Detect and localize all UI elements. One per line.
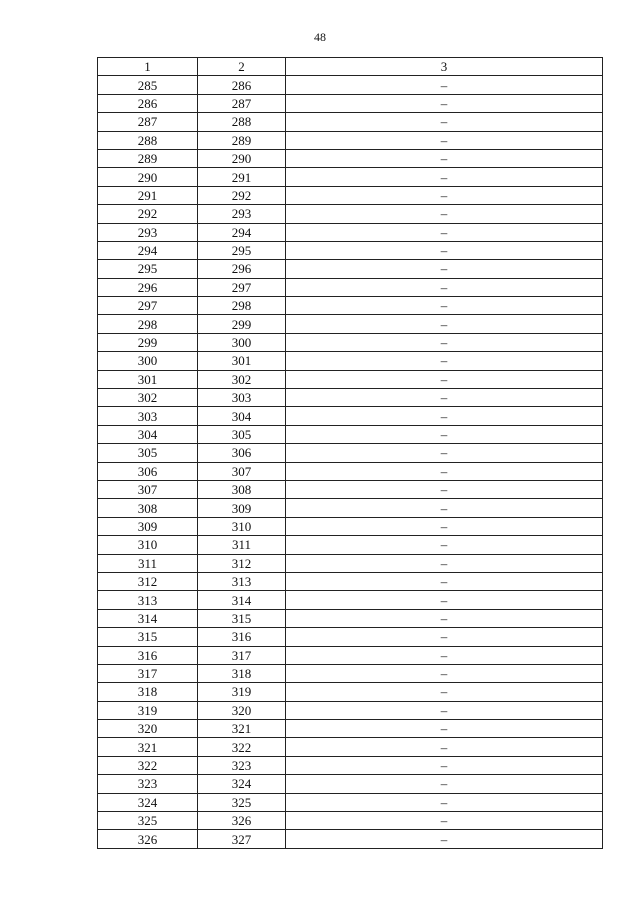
table-cell-col1: 308 (98, 499, 198, 517)
table-cell-col2: 298 (198, 297, 286, 315)
table-row (98, 701, 603, 719)
table-cell-col3: – (286, 76, 603, 94)
table-row (98, 315, 603, 333)
table-row (98, 628, 603, 646)
table-cell-col2: 310 (198, 517, 286, 535)
table-cell-col3: – (286, 812, 603, 830)
table-cell-col1: 289 (98, 149, 198, 167)
table-cell-col3: – (286, 315, 603, 333)
table-cell-col3: – (286, 389, 603, 407)
table-cell-col1: 295 (98, 260, 198, 278)
table-cell-col3: – (286, 149, 603, 167)
table-row (98, 444, 603, 462)
table-cell-col2: 324 (198, 775, 286, 793)
table-cell-col1: 310 (98, 536, 198, 554)
table-cell-col1: 299 (98, 333, 198, 351)
table-row (98, 738, 603, 756)
table-row (98, 131, 603, 149)
table-cell-col3: – (286, 775, 603, 793)
table-cell-col2: 323 (198, 756, 286, 774)
table-cell-col2: 307 (198, 462, 286, 480)
table-row (98, 462, 603, 480)
table-cell-col3: – (286, 554, 603, 572)
table-cell-col2: 292 (198, 186, 286, 204)
table-cell-col2: 300 (198, 333, 286, 351)
table-cell-col3: – (286, 517, 603, 535)
header-row (98, 58, 603, 76)
table-cell-col1: 292 (98, 205, 198, 223)
table-cell-col2: 311 (198, 536, 286, 554)
table-cell-col2: 287 (198, 94, 286, 112)
table-row (98, 389, 603, 407)
table-cell-col1: 316 (98, 646, 198, 664)
table-cell-col2: 322 (198, 738, 286, 756)
table-cell-col3: – (286, 683, 603, 701)
table-cell-col1: 314 (98, 609, 198, 627)
table-cell-col2: 290 (198, 149, 286, 167)
table-cell-col2: 327 (198, 830, 286, 848)
table-cell-col3: – (286, 793, 603, 811)
table-row (98, 186, 603, 204)
table-row (98, 76, 603, 94)
table-row (98, 664, 603, 682)
table-cell-col2: 288 (198, 113, 286, 131)
table-cell-col3: – (286, 94, 603, 112)
table-cell-col1: 315 (98, 628, 198, 646)
table-row (98, 830, 603, 848)
table-row (98, 425, 603, 443)
table-cell-col1: 300 (98, 352, 198, 370)
table-cell-col1: 293 (98, 223, 198, 241)
table-cell-col2: 291 (198, 168, 286, 186)
table-row (98, 94, 603, 112)
table-header (98, 58, 603, 76)
table-cell-col3: – (286, 591, 603, 609)
table-cell-col3: – (286, 738, 603, 756)
table-row (98, 720, 603, 738)
table-cell-col2: 295 (198, 241, 286, 259)
table-cell-col2: 321 (198, 720, 286, 738)
table-row (98, 352, 603, 370)
table-row (98, 168, 603, 186)
table-cell-col3: – (286, 830, 603, 848)
table-body (98, 76, 603, 848)
table-cell-col2: 299 (198, 315, 286, 333)
table-cell-col3: – (286, 278, 603, 296)
table-row (98, 683, 603, 701)
table-cell-col3: – (286, 333, 603, 351)
table-row (98, 407, 603, 425)
table-cell-col2: 305 (198, 425, 286, 443)
page-number: 48 (314, 30, 326, 44)
table-cell-col1: 303 (98, 407, 198, 425)
table-cell-col3: – (286, 131, 603, 149)
table-cell-col3: – (286, 480, 603, 498)
table-cell-col1: 304 (98, 425, 198, 443)
table-cell-col3: – (286, 720, 603, 738)
table-cell-col2: 294 (198, 223, 286, 241)
table-cell-col3: – (286, 756, 603, 774)
table-cell-col2: 318 (198, 664, 286, 682)
table-row (98, 536, 603, 554)
table-cell-col1: 288 (98, 131, 198, 149)
table-cell-col1: 326 (98, 830, 198, 848)
table-cell-col2: 302 (198, 370, 286, 388)
table-cell-col1: 291 (98, 186, 198, 204)
table-cell-col2: 289 (198, 131, 286, 149)
table-cell-col1: 306 (98, 462, 198, 480)
table-cell-col1: 298 (98, 315, 198, 333)
table-row (98, 260, 603, 278)
table-cell-col2: 308 (198, 480, 286, 498)
table-cell-col3: – (286, 113, 603, 131)
table-cell-col2: 293 (198, 205, 286, 223)
table-cell-col3: – (286, 205, 603, 223)
table-cell-col3: – (286, 701, 603, 719)
table-row (98, 333, 603, 351)
table-cell-col1: 319 (98, 701, 198, 719)
table-cell-col2: 325 (198, 793, 286, 811)
table-cell-col1: 302 (98, 389, 198, 407)
table-row (98, 609, 603, 627)
table-cell-col2: 306 (198, 444, 286, 462)
table-cell-col1: 286 (98, 94, 198, 112)
table-cell-col1: 287 (98, 113, 198, 131)
table-cell-col1: 312 (98, 572, 198, 590)
table-cell-col3: – (286, 407, 603, 425)
table-cell-col3: – (286, 425, 603, 443)
table-cell-col1: 296 (98, 278, 198, 296)
table-row (98, 554, 603, 572)
table-cell-col2: 316 (198, 628, 286, 646)
table-cell-col2: 315 (198, 609, 286, 627)
table-cell-col1: 320 (98, 720, 198, 738)
table-cell-col2: 314 (198, 591, 286, 609)
table-cell-col3: – (286, 609, 603, 627)
table-cell-col3: – (286, 536, 603, 554)
data-table (97, 57, 603, 849)
table-cell-col1: 325 (98, 812, 198, 830)
table-cell-col2: 296 (198, 260, 286, 278)
table-cell-col2: 326 (198, 812, 286, 830)
table-cell-col1: 297 (98, 297, 198, 315)
table-row (98, 278, 603, 296)
column-header-3: 3 (286, 58, 603, 76)
table-cell-col2: 317 (198, 646, 286, 664)
table-row (98, 113, 603, 131)
table-cell-col2: 319 (198, 683, 286, 701)
table-cell-col2: 309 (198, 499, 286, 517)
table-cell-col1: 290 (98, 168, 198, 186)
table-row (98, 591, 603, 609)
table-cell-col3: – (286, 646, 603, 664)
table-row (98, 517, 603, 535)
table-row (98, 205, 603, 223)
column-header-1: 1 (98, 58, 198, 76)
table-row (98, 793, 603, 811)
table-cell-col3: – (286, 168, 603, 186)
table-cell-col2: 301 (198, 352, 286, 370)
table-cell-col3: – (286, 241, 603, 259)
table-cell-col3: – (286, 297, 603, 315)
table-row (98, 241, 603, 259)
table-cell-col1: 324 (98, 793, 198, 811)
table-cell-col3: – (286, 572, 603, 590)
table-cell-col3: – (286, 260, 603, 278)
table-cell-col2: 304 (198, 407, 286, 425)
table-cell-col3: – (286, 223, 603, 241)
table-row (98, 646, 603, 664)
table-cell-col1: 321 (98, 738, 198, 756)
column-header-2: 2 (198, 58, 286, 76)
table-cell-col1: 285 (98, 76, 198, 94)
table-cell-col1: 311 (98, 554, 198, 572)
table-cell-col1: 309 (98, 517, 198, 535)
table-row (98, 756, 603, 774)
table-row (98, 480, 603, 498)
table-cell-col1: 301 (98, 370, 198, 388)
table-cell-col3: – (286, 499, 603, 517)
table-cell-col2: 312 (198, 554, 286, 572)
table-cell-col3: – (286, 462, 603, 480)
table-cell-col1: 318 (98, 683, 198, 701)
table-row (98, 572, 603, 590)
table-cell-col1: 323 (98, 775, 198, 793)
table-cell-col2: 313 (198, 572, 286, 590)
table-cell-col3: – (286, 444, 603, 462)
table-row (98, 297, 603, 315)
table-row (98, 775, 603, 793)
table-row (98, 149, 603, 167)
table-cell-col1: 307 (98, 480, 198, 498)
table-cell-col3: – (286, 352, 603, 370)
table-cell-col3: – (286, 186, 603, 204)
table-cell-col1: 294 (98, 241, 198, 259)
table-cell-col3: – (286, 664, 603, 682)
table-cell-col1: 305 (98, 444, 198, 462)
table-cell-col1: 322 (98, 756, 198, 774)
table-cell-col1: 313 (98, 591, 198, 609)
table-cell-col2: 320 (198, 701, 286, 719)
table-row (98, 223, 603, 241)
table-row (98, 812, 603, 830)
table-row (98, 499, 603, 517)
table-cell-col2: 303 (198, 389, 286, 407)
table-cell-col2: 297 (198, 278, 286, 296)
table-row (98, 370, 603, 388)
table-cell-col2: 286 (198, 76, 286, 94)
table-cell-col1: 317 (98, 664, 198, 682)
table-cell-col3: – (286, 370, 603, 388)
table-cell-col3: – (286, 628, 603, 646)
